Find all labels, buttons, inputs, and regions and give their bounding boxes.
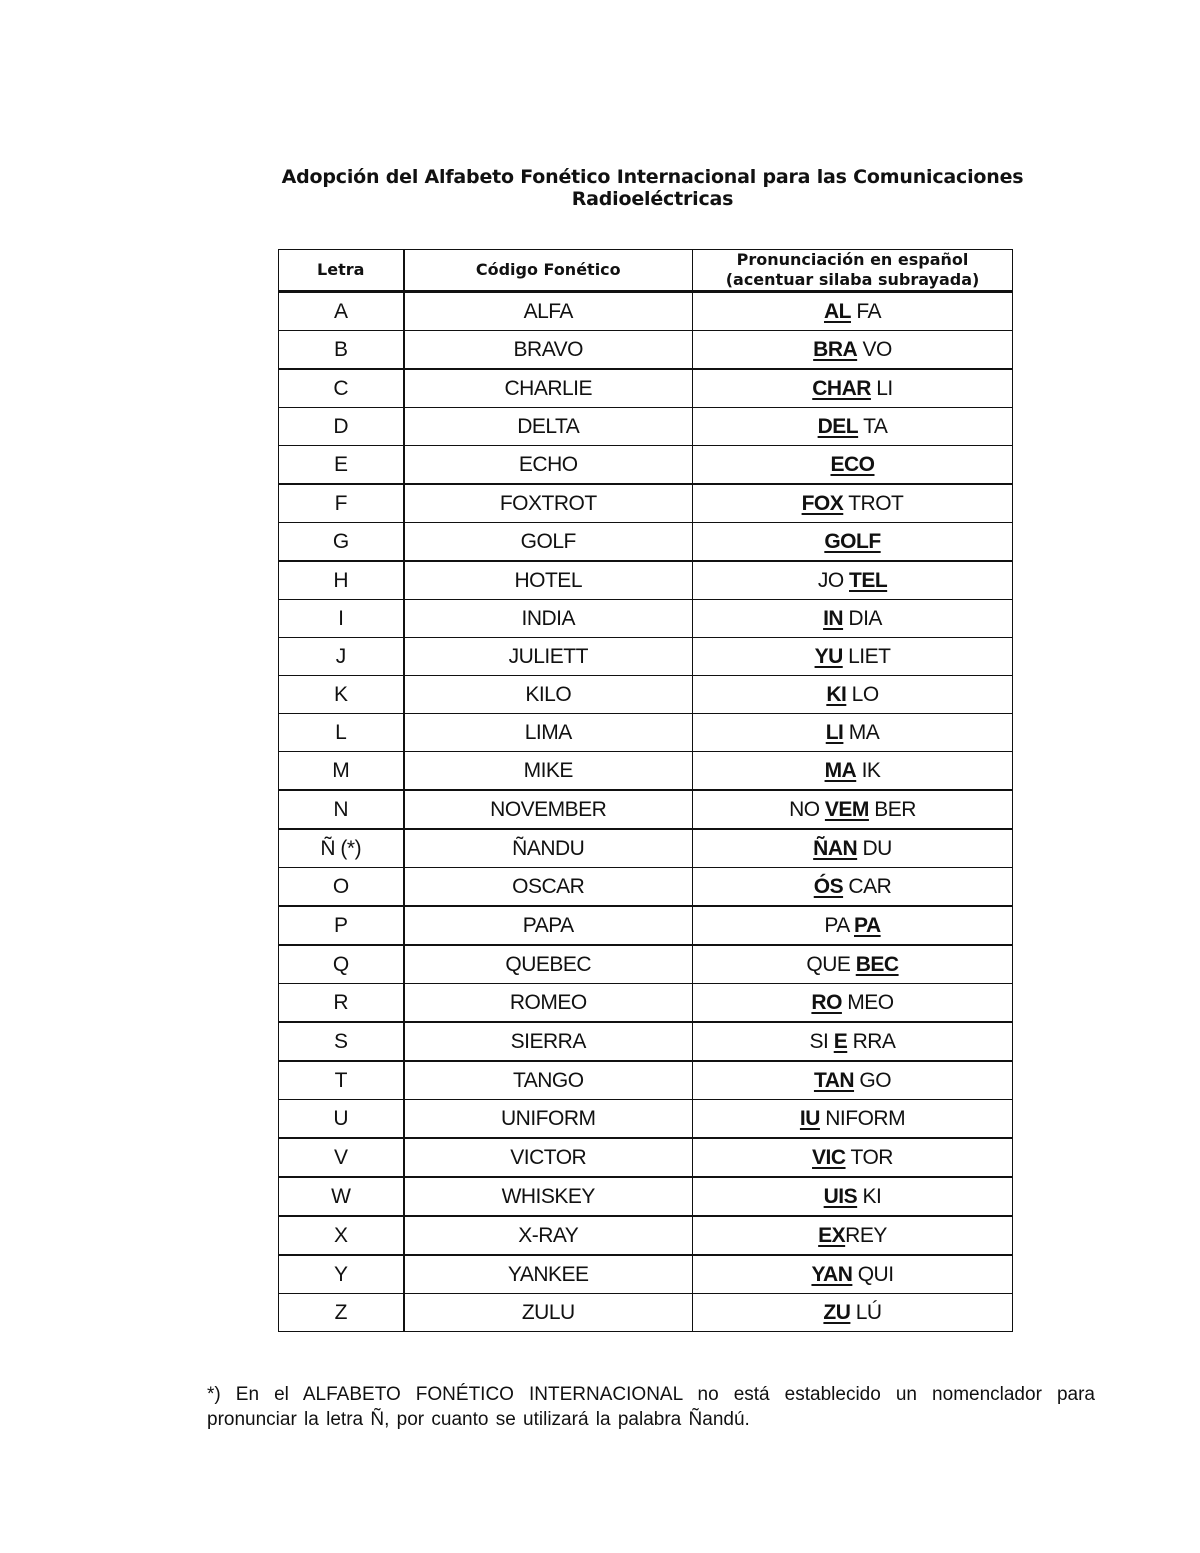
cell-pronunciacion [693, 790, 1013, 829]
table-row [279, 676, 1013, 714]
title-line-2: Radioeléctricas [571, 188, 734, 210]
cell-letra: Q [279, 945, 404, 984]
stressed-syllable: CHAR [812, 376, 871, 400]
cell-codigo-fonetico: HOTEL [404, 561, 693, 600]
stressed-syllable: YAN [811, 1262, 853, 1286]
table-row [279, 638, 1013, 676]
stressed-syllable: GOLF [824, 529, 881, 553]
table-row [279, 331, 1013, 370]
table-row [279, 714, 1013, 752]
cell-pronunciacion [693, 561, 1013, 600]
cell-pronunciacion [693, 1061, 1013, 1100]
cell-letra: Ñ (*) [279, 829, 404, 868]
cell-letra: L [279, 714, 404, 752]
cell-letra: I [279, 600, 404, 638]
table-row [279, 1216, 1013, 1255]
title-line-1: Adopción del Alfabeto Fonético Internacional para las Comunicaciones [281, 166, 1024, 188]
header-pronunciacion-line-1: Pronunciación en español [736, 250, 969, 269]
syllable: MEO [841, 990, 894, 1014]
cell-codigo-fonetico: VICTOR [404, 1138, 693, 1177]
syllable: MA [843, 720, 880, 744]
syllable: IK [856, 758, 881, 782]
syllable: NO [789, 797, 825, 821]
syllable: TA [858, 414, 888, 438]
cell-letra: N [279, 790, 404, 829]
cell-codigo-fonetico: JULIETT [404, 638, 693, 676]
table-row [279, 829, 1013, 868]
cell-pronunciacion [693, 1022, 1013, 1061]
stressed-syllable: BEC [855, 952, 899, 976]
cell-pronunciacion [693, 408, 1013, 446]
header-letra: Letra [279, 250, 404, 292]
cell-pronunciacion [693, 752, 1013, 791]
cell-letra: O [279, 868, 404, 907]
stressed-syllable: RO [811, 990, 842, 1014]
table-row [279, 523, 1013, 562]
stressed-syllable: DEL [817, 414, 859, 438]
cell-codigo-fonetico: NOVEMBER [404, 790, 693, 829]
cell-letra: U [279, 1100, 404, 1139]
cell-codigo-fonetico: PAPA [404, 906, 693, 945]
syllable: NIFORM [819, 1106, 906, 1130]
header-codigo-fonetico: Código Fonético [404, 250, 693, 292]
header-pronunciacion-line-2: (acentuar silaba subrayada) [725, 270, 980, 289]
cell-codigo-fonetico: DELTA [404, 408, 693, 446]
cell-pronunciacion [693, 292, 1013, 331]
cell-codigo-fonetico: INDIA [404, 600, 693, 638]
stressed-syllable: YU [814, 644, 843, 668]
stressed-syllable: AL [823, 299, 851, 323]
header-pronunciacion [693, 250, 1013, 292]
syllable: BER [868, 797, 916, 821]
cell-codigo-fonetico: X-RAY [404, 1216, 693, 1255]
cell-pronunciacion [693, 984, 1013, 1023]
syllable: PA [824, 913, 854, 937]
table-row [279, 790, 1013, 829]
table-row [279, 408, 1013, 446]
table-row [279, 1100, 1013, 1139]
syllable: LO [846, 682, 879, 706]
cell-codigo-fonetico: CHARLIE [404, 369, 693, 408]
cell-pronunciacion [693, 1138, 1013, 1177]
cell-codigo-fonetico: FOXTROT [404, 484, 693, 523]
syllable: VO [857, 337, 892, 361]
cell-pronunciacion [693, 1177, 1013, 1216]
table-row [279, 369, 1013, 408]
cell-pronunciacion [693, 1294, 1013, 1332]
stressed-syllable: UIS [823, 1184, 858, 1208]
table-row [279, 1138, 1013, 1177]
cell-pronunciacion [693, 906, 1013, 945]
stressed-syllable: LI [825, 720, 844, 744]
cell-pronunciacion [693, 676, 1013, 714]
cell-codigo-fonetico: QUEBEC [404, 945, 693, 984]
stressed-syllable: KI [826, 682, 847, 706]
cell-letra: V [279, 1138, 404, 1177]
cell-pronunciacion [693, 369, 1013, 408]
table-row [279, 906, 1013, 945]
cell-codigo-fonetico: WHISKEY [404, 1177, 693, 1216]
table-row [279, 1022, 1013, 1061]
syllable: FA [850, 299, 881, 323]
stressed-syllable: EX [818, 1223, 846, 1247]
cell-letra: R [279, 984, 404, 1023]
table-header-row [279, 250, 1013, 292]
stressed-syllable: E [833, 1029, 848, 1053]
stressed-syllable: ÑAN [813, 836, 858, 860]
cell-pronunciacion [693, 1216, 1013, 1255]
cell-letra: A [279, 292, 404, 331]
cell-pronunciacion [693, 714, 1013, 752]
cell-codigo-fonetico: ROMEO [404, 984, 693, 1023]
stressed-syllable: FOX [801, 491, 844, 515]
syllable: DU [857, 836, 892, 860]
table-row [279, 984, 1013, 1023]
cell-letra: C [279, 369, 404, 408]
cell-codigo-fonetico: ALFA [404, 292, 693, 331]
table-body [279, 292, 1013, 1332]
cell-letra: J [279, 638, 404, 676]
cell-codigo-fonetico: ECHO [404, 446, 693, 485]
cell-codigo-fonetico: LIMA [404, 714, 693, 752]
cell-codigo-fonetico: KILO [404, 676, 693, 714]
cell-letra: K [279, 676, 404, 714]
cell-pronunciacion [693, 945, 1013, 984]
cell-pronunciacion [693, 829, 1013, 868]
syllable: SI [809, 1029, 834, 1053]
table-row [279, 484, 1013, 523]
syllable: KI [857, 1184, 882, 1208]
stressed-syllable: TEL [849, 568, 888, 592]
stressed-syllable: IU [799, 1106, 820, 1130]
stressed-syllable: VEM [824, 797, 869, 821]
cell-letra: D [279, 408, 404, 446]
table-row [279, 292, 1013, 331]
cell-pronunciacion [693, 638, 1013, 676]
syllable: QUI [852, 1262, 894, 1286]
syllable: REY [845, 1223, 887, 1247]
table-row [279, 1255, 1013, 1294]
cell-letra: M [279, 752, 404, 791]
syllable: QUE [806, 952, 856, 976]
cell-letra: X [279, 1216, 404, 1255]
syllable: LIET [842, 644, 891, 668]
cell-pronunciacion [693, 1100, 1013, 1139]
cell-pronunciacion [693, 868, 1013, 907]
stressed-syllable: ECO [830, 452, 875, 476]
syllable: RRA [847, 1029, 896, 1053]
cell-codigo-fonetico: ZULU [404, 1294, 693, 1332]
cell-letra: T [279, 1061, 404, 1100]
stressed-syllable: ZU [823, 1300, 851, 1324]
table-row [279, 945, 1013, 984]
cell-pronunciacion [693, 446, 1013, 485]
table-row [279, 1061, 1013, 1100]
table-row [279, 1177, 1013, 1216]
cell-pronunciacion [693, 1255, 1013, 1294]
stressed-syllable: BRA [813, 337, 858, 361]
stressed-syllable: ÓS [813, 874, 844, 898]
syllable: TOR [845, 1145, 893, 1169]
cell-codigo-fonetico: OSCAR [404, 868, 693, 907]
stressed-syllable: VIC [812, 1145, 846, 1169]
cell-letra: H [279, 561, 404, 600]
cell-pronunciacion [693, 331, 1013, 370]
footnote: *) En el ALFABETO FONÉTICO INTERNACIONAL no está establecido un nomenclador para pronunciar la letra Ñ, por cuanto se utilizará la palabra Ñandú. [207, 1384, 1095, 1430]
stressed-syllable: IN [823, 606, 844, 630]
cell-letra: G [279, 523, 404, 562]
cell-letra: P [279, 906, 404, 945]
syllable: CAR [843, 874, 892, 898]
cell-codigo-fonetico: ÑANDU [404, 829, 693, 868]
cell-codigo-fonetico: BRAVO [404, 331, 693, 370]
syllable: GO [854, 1068, 892, 1092]
table-row [279, 868, 1013, 907]
syllable: DIA [843, 606, 882, 630]
syllable: TROT [843, 491, 904, 515]
table-row [279, 600, 1013, 638]
stressed-syllable: PA [854, 913, 881, 937]
table-row [279, 446, 1013, 485]
document-title [200, 166, 1105, 210]
cell-letra: B [279, 331, 404, 370]
table-row [279, 561, 1013, 600]
cell-codigo-fonetico: SIERRA [404, 1022, 693, 1061]
cell-pronunciacion [693, 600, 1013, 638]
table-row [279, 752, 1013, 791]
cell-pronunciacion [693, 484, 1013, 523]
cell-letra: E [279, 446, 404, 485]
cell-pronunciacion [693, 523, 1013, 562]
cell-codigo-fonetico: YANKEE [404, 1255, 693, 1294]
table-row [279, 1294, 1013, 1332]
phonetic-alphabet-table [278, 249, 1013, 1332]
cell-letra: W [279, 1177, 404, 1216]
cell-codigo-fonetico: UNIFORM [404, 1100, 693, 1139]
cell-letra: Z [279, 1294, 404, 1332]
cell-letra: Y [279, 1255, 404, 1294]
cell-codigo-fonetico: MIKE [404, 752, 693, 791]
cell-letra: F [279, 484, 404, 523]
syllable: LÚ [850, 1300, 882, 1324]
stressed-syllable: TAN [813, 1068, 855, 1092]
syllable: JO [817, 568, 849, 592]
stressed-syllable: MA [824, 758, 857, 782]
cell-letra: S [279, 1022, 404, 1061]
cell-codigo-fonetico: TANGO [404, 1061, 693, 1100]
syllable: LI [870, 376, 893, 400]
cell-codigo-fonetico: GOLF [404, 523, 693, 562]
